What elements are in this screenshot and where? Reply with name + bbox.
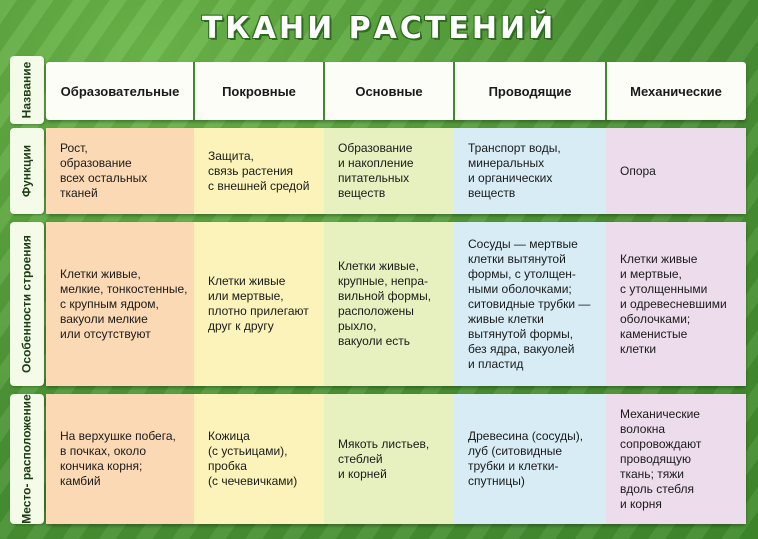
structure-cell: Клетки живые, мелкие, тонкостенные, с крупным ядром, вакуоли мелкие или отсутствуют xyxy=(46,222,194,386)
header-divider xyxy=(323,62,325,120)
header-band xyxy=(46,62,746,120)
location-cell: Кожица (с устьицами), пробка (с чечевичками) xyxy=(194,394,324,524)
row-label-location xyxy=(10,394,44,524)
header-pokrovnye: Покровные xyxy=(222,83,296,99)
location-cell: Механические волокна сопровождают проводящую ткань; тяжи вдоль стебля и корня xyxy=(606,394,746,524)
structure-cell: Клетки живые, крупные, непра- вильной формы, расположены рыхло, вакуоли есть xyxy=(324,222,454,386)
structure-band xyxy=(46,222,746,386)
header-mekhanicheskie: Механические xyxy=(630,83,722,99)
row-label-location-text: Место- расположение xyxy=(19,394,34,524)
row-label-name-text: Название xyxy=(19,61,34,119)
functions-band xyxy=(46,128,746,214)
function-cell: Транспорт воды, минеральных и органических веществ xyxy=(454,128,606,214)
structure-cell: Сосуды — мертвые клетки вытянутой формы, с утолщен- ными оболочками; ситовидные трубки — живые клетки вытянутой формы, без ядра, вакуолей и пластид xyxy=(454,222,606,386)
header-osnovnye: Основные xyxy=(355,83,423,99)
location-band xyxy=(46,394,746,524)
function-cell: Опора xyxy=(606,128,746,214)
header-divider xyxy=(453,62,455,120)
location-cell: На верхушке побега, в почках, около кончика корня; камбий xyxy=(46,394,194,524)
function-cell: Рост, образование всех остальных тканей xyxy=(46,128,194,214)
header-provodyashchie: Проводящие xyxy=(488,83,572,99)
location-cell: Мякоть листьев, стеблей и корней xyxy=(324,394,454,524)
row-label-functions-text: Функции xyxy=(19,144,34,198)
page-title: ТКАНИ РАСТЕНИЙ xyxy=(201,11,557,46)
structure-cell: Клетки живые и мертвые, с утолщенными и одревесневшими оболочками; каменистые клетки xyxy=(606,222,746,386)
row-label-structure-text: Особенности строения xyxy=(19,235,34,373)
function-cell: Защита, связь растения с внешней средой xyxy=(194,128,324,214)
header-divider xyxy=(193,62,195,120)
row-label-name xyxy=(10,56,44,124)
structure-cell: Клетки живые или мертвые, плотно прилегают друг к другу xyxy=(194,222,324,386)
header-divider xyxy=(605,62,607,120)
location-cell: Древесина (сосуды), луб (ситовидные трубки и клетки- спутницы) xyxy=(454,394,606,524)
function-cell: Образование и накопление питательных веществ xyxy=(324,128,454,214)
row-label-structure xyxy=(10,222,44,386)
row-label-functions xyxy=(10,128,44,214)
header-obrazovatelnye: Образовательные xyxy=(60,83,180,99)
